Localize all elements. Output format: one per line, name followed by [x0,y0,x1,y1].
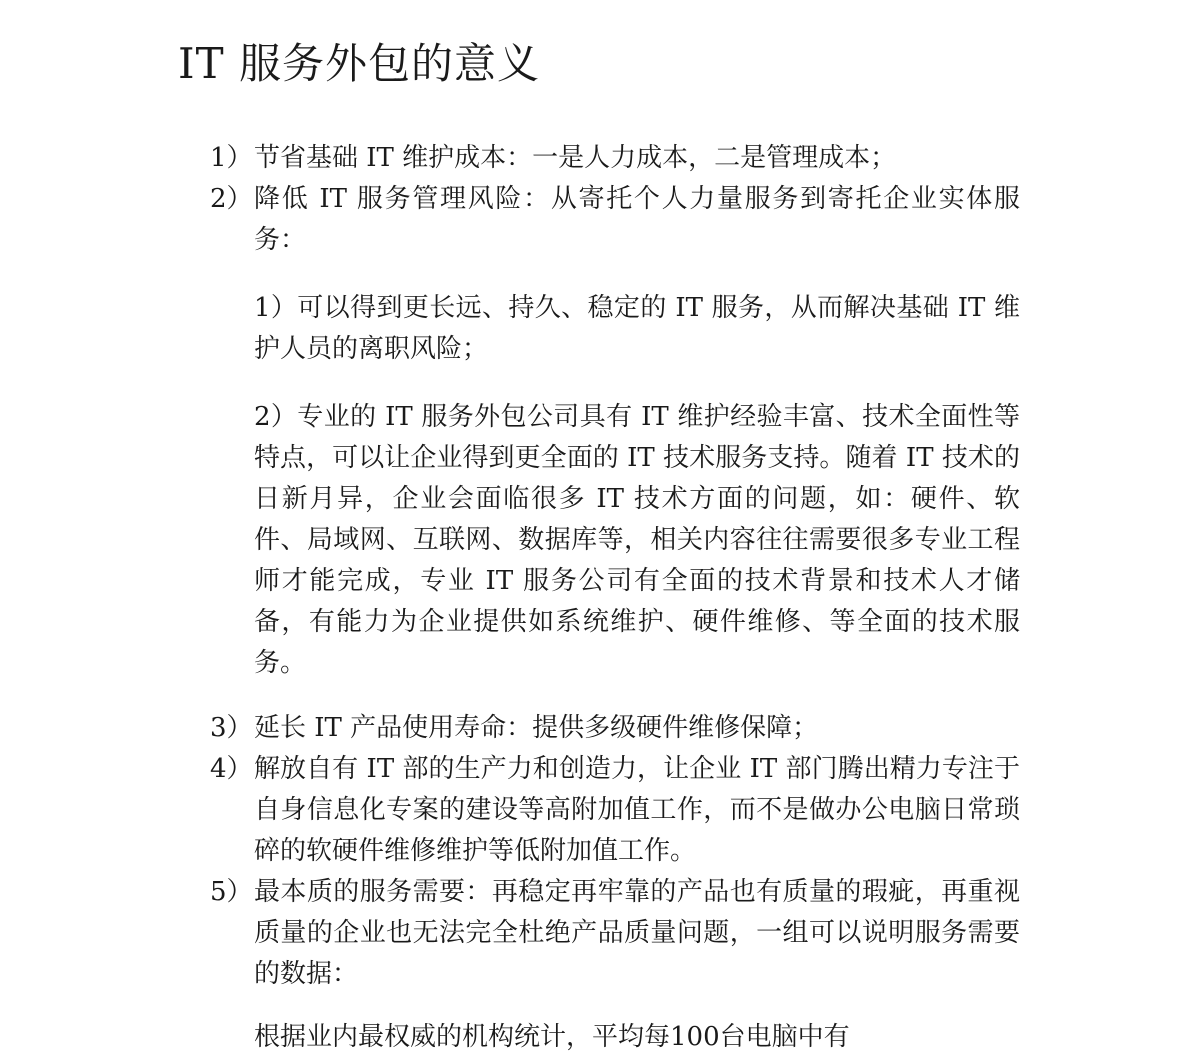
list-item-number: 4） [210,754,253,784]
list-item-5 [210,872,1020,995]
list-item-text: 最本质的服务需要：再稳定再牢靠的产品也有质量的瑕疵，再重视质量的企业也无法完全杜绝产品质量问题，一组可以说明服务需要的数据： [254,877,1020,989]
list-item-text: 解放自有 IT 部的生产力和创造力，让企业 IT 部门腾出精力专注于自身信息化专案的建设等高附加值工作，而不是做办公电脑日常琐碎的软硬件维修维护等低附加值工作。 [254,754,1020,866]
list-item-number: 1） [210,143,253,173]
list-item-3 [210,708,1020,749]
sub-item-1: 1）可以得到更长远、持久、稳定的 IT 服务，从而解决基础 IT 维护人员的离职风险； [254,293,1020,364]
list-item-1 [210,138,1020,179]
list-item-number: 2） [210,184,253,214]
list-item-text: 延长 IT 产品使用寿命：提供多级硬件维修保障； [254,713,819,743]
partial-line-text: 根据业内最权威的机构统计，平均每100台电脑中有 [254,1022,850,1052]
list-item-text: 节省基础 IT 维护成本：一是人力成本，二是管理成本； [254,143,897,173]
list-item-4 [210,749,1020,872]
list-item-text: 降低 IT 服务管理风险：从寄托个人力量服务到寄托企业实体服务： [254,184,1020,255]
list-item-number: 5） [210,877,253,907]
list-item-number: 3） [210,713,253,743]
page-title: IT 服务外包的意义 [178,39,540,88]
sub-item-2: 2）专业的 IT 服务外包公司具有 IT 维护经验丰富、技术全面性等特点，可以让企业得到更全面的 IT 技术服务支持。随着 IT 技术的日新月异，企业会面临很多 IT 技术方面的问题，如：硬件、软件、局域网、互联网、数据库等，相关内容往往需要很多专业工程师才能完成，专业 IT 服务公司有全面的技术背景和技术人才储备，有能力为企业提供如系统维护、硬件维修、等全面的技术服务。 [254,402,1020,678]
partial-line-cut-off [254,1015,954,1052]
list-item-2 [210,179,1020,261]
